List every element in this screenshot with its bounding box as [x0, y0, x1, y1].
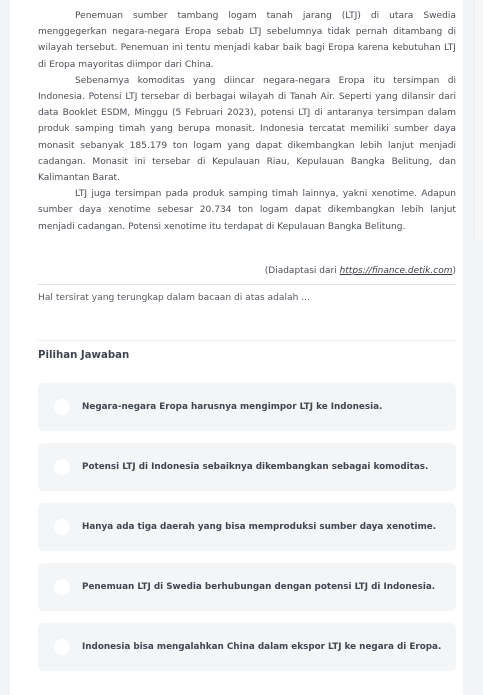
- question-card: [10, 0, 463, 695]
- radio-circle-icon[interactable]: [54, 459, 70, 475]
- source-citation: [38, 266, 456, 276]
- reading-passage: [38, 8, 456, 235]
- answer-option[interactable]: [38, 443, 456, 491]
- radio-circle-icon[interactable]: [54, 519, 70, 535]
- answer-option[interactable]: [38, 563, 456, 611]
- answer-option-label: Indonesia bisa mengalahkan China dalam ekspor LTJ ke negara di Eropa.: [82, 642, 442, 652]
- answer-option-label: Penemuan LTJ di Swedia berhubungan dengan potensi LTJ di Indonesia.: [82, 582, 436, 592]
- answer-option[interactable]: [38, 503, 456, 551]
- passage-paragraph-3: LTJ juga tersimpan pada produk samping timah lainnya, yakni xenotime. Adapun sumber daya xenotime sebesar 20.734 ton logam dapat dikembangkan lebih lanjut menjadi cadangan. Potensi xenotime itu terdapat di Kepulauan Bangka Belitung.: [38, 189, 456, 232]
- answer-option[interactable]: [38, 383, 456, 431]
- radio-circle-icon[interactable]: [54, 639, 70, 655]
- page-edge: [474, 0, 483, 240]
- divider: [38, 340, 456, 341]
- question-text: Hal tersirat yang terungkap dalam bacaan di atas adalah ...: [38, 293, 310, 303]
- source-link[interactable]: https://finance.detik.com: [339, 266, 453, 276]
- answer-option-label: Hanya ada tiga daerah yang bisa memproduksi sumber daya xenotime.: [82, 522, 437, 532]
- source-prefix: (Diadaptasi dari: [264, 266, 340, 276]
- radio-circle-icon[interactable]: [54, 399, 70, 415]
- answer-option-label: Potensi LTJ di Indonesia sebaiknya dikembangkan sebagai komoditas.: [82, 462, 429, 472]
- source-suffix: ): [452, 266, 456, 276]
- choices-title: Pilihan Jawaban: [38, 350, 130, 361]
- passage-paragraph-1: Penemuan sumber tambang logam tanah jarang (LTJ) di utara Swedia menggegerkan negara-negara Eropa sebab LTJ sebelumnya tidak pernah ditambang di wilayah tersebut. Penemuan ini tentu menjadi kabar baik bagi Eropa karena kebutuhan LTJ di Eropa mayoritas diimpor dari China.: [38, 11, 456, 70]
- answer-option-label: Negara-negara Eropa harusnya mengimpor LTJ ke Indonesia.: [82, 402, 383, 412]
- radio-circle-icon[interactable]: [54, 579, 70, 595]
- answer-option[interactable]: [38, 623, 456, 671]
- divider: [38, 284, 456, 285]
- passage-paragraph-2: Sebenarnya komoditas yang diincar negara-negara Eropa itu tersimpan di Indonesia. Potensi LTJ tersebar di berbagai wilayah di Tanah Air. Seperti yang dilansir dari data Booklet ESDM, Minggu (5 Februari 2023), potensi LTJ di antaranya tersimpan dalam produk samping timah yang berupa monasit. Indonesia tercatat memiliki sumber daya monasit sebanyak 185.179 ton logam yang dapat dikembangkan lebih lanjut menjadi cadangan. Monasit ini tersebar di Kepulauan Riau, Kepulauan Bangka Belitung, dan Kalimantan Barat.: [38, 75, 456, 184]
